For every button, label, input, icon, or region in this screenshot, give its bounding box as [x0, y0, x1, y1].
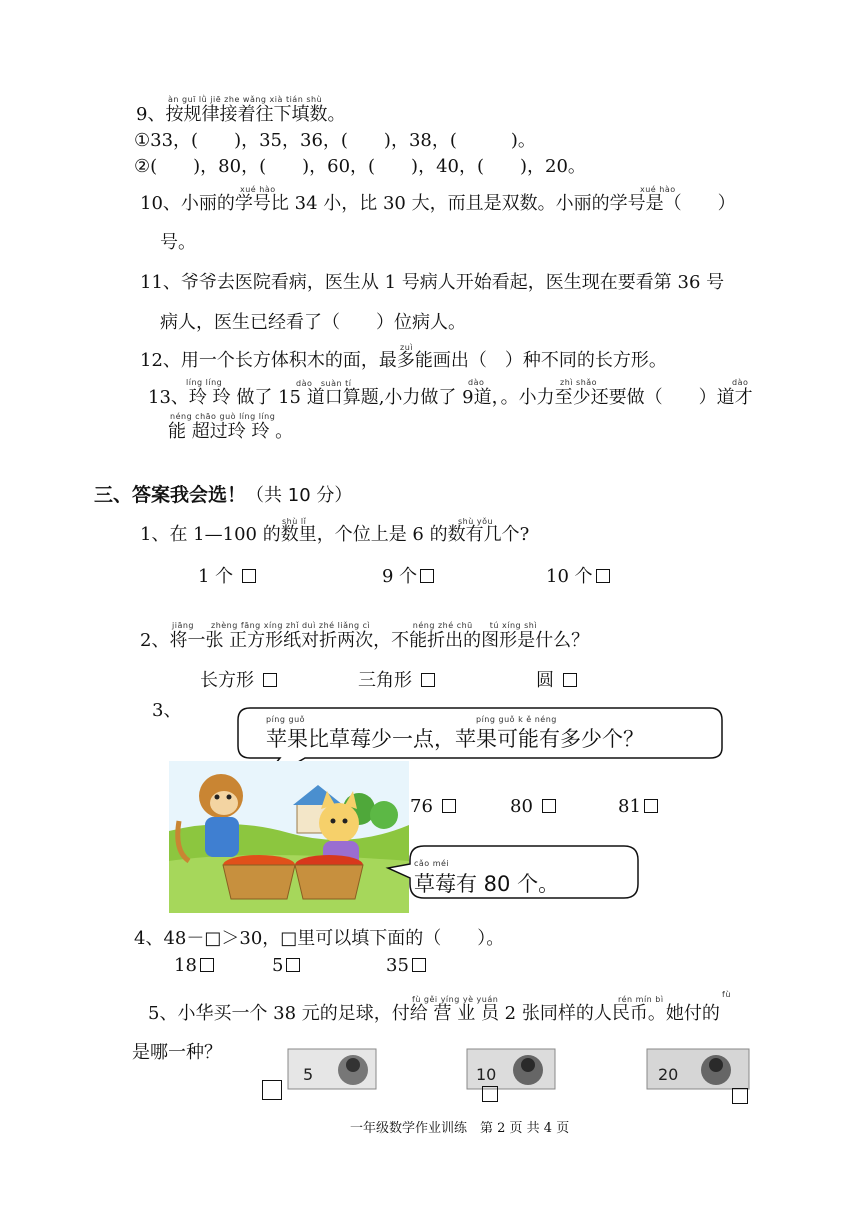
- s2-option-3-label: 圆: [536, 670, 554, 691]
- banknote-10-yuan: [466, 1048, 556, 1090]
- s5-pinyin-2: rén mín bì: [618, 995, 664, 1004]
- checkbox[interactable]: [421, 673, 435, 687]
- q11-line-2: 病人，医生已经看了（ ）位病人。: [160, 312, 466, 333]
- q10-line-1: 10、小丽的学号比 34 小，比 30 大，而且是双数。小丽的学号是（ ）: [140, 193, 736, 214]
- answer-box-5[interactable]: [262, 1080, 282, 1100]
- answer-box-20[interactable]: [732, 1088, 748, 1104]
- s4-option-2-label: 5: [272, 955, 284, 976]
- q10-pinyin-2: xué hào: [640, 185, 676, 194]
- s1-option-2[interactable]: [382, 566, 434, 588]
- banknote-20-yuan: [646, 1048, 750, 1090]
- s3-option-3[interactable]: [618, 796, 658, 818]
- q11-line-1: 11、爷爷去医院看病，医生从 1 号病人开始看起，医生现在要看第 36 号: [140, 272, 725, 293]
- s4-option-1-label: 18: [174, 955, 197, 976]
- section-3-title-text: 三、答案我会选！: [94, 484, 247, 506]
- s3-option-1[interactable]: [410, 796, 456, 818]
- s1-option-1-label: 1 个: [198, 566, 234, 587]
- checkbox[interactable]: [542, 799, 556, 813]
- banknote-10-value: 10: [476, 1065, 497, 1084]
- s1-option-2-label: 9 个: [382, 566, 418, 587]
- s5-line-2: 是哪一种？: [132, 1042, 222, 1063]
- q9-row1: ①33，( )，35，36，( )，38，( )。: [134, 130, 536, 151]
- banknote-5-value: 5: [303, 1065, 314, 1084]
- q9-pinyin: àn guī lǜ jiē zhe wǎng xià tián shù: [168, 95, 323, 104]
- checkbox[interactable]: [286, 958, 300, 972]
- answer-box-10[interactable]: [482, 1086, 498, 1102]
- bubble-2-pinyin: cǎo méi: [414, 859, 450, 868]
- monkey-cat-fruit-illustration: [169, 761, 409, 913]
- q13-pinyin-c: dào: [468, 378, 485, 387]
- s1-pinyin-1: shù lǐ: [282, 517, 307, 526]
- s2-question: 2、将一张 正方形纸对折两次，不能折出的图形是什么？: [140, 630, 590, 651]
- s2-option-1[interactable]: [200, 670, 277, 692]
- checkbox[interactable]: [596, 569, 610, 583]
- checkbox[interactable]: [563, 673, 577, 687]
- s4-option-3[interactable]: [386, 955, 426, 977]
- section-3-score: （共 10 分）: [246, 485, 353, 506]
- checkbox[interactable]: [420, 569, 434, 583]
- s5-pinyin-1: fù gěi yíng yè yuán: [412, 995, 499, 1004]
- q13-pinyin-b: dào suàn tí: [296, 379, 352, 388]
- q13-pinyin-a: líng líng: [186, 378, 223, 387]
- banknote-5-yuan: [287, 1048, 377, 1090]
- q13-pinyin-d: zhì shǎo: [560, 378, 598, 387]
- bubble-1-text: 苹果比草莓少一点，苹果可能有多少个？: [266, 727, 644, 751]
- bubble-1-pinyin-1: píng guǒ: [266, 715, 306, 724]
- s2-pinyin: jiāng zhèng fāng xíng zhǐ duì zhé liǎng cì néng zhé chū tú xíng shì: [172, 621, 538, 630]
- s5-pinyin-3: fù: [722, 990, 731, 999]
- q10-pinyin-1: xué hào: [240, 185, 276, 194]
- checkbox[interactable]: [442, 799, 456, 813]
- checkbox[interactable]: [412, 958, 426, 972]
- s3-option-1-label: 76: [410, 796, 433, 817]
- q13-line-1: 13、玲 玲 做了 15 道口算题,小力做了 9道，。小力至少还要做（ ）道才: [148, 387, 753, 408]
- s1-question: 1、在 1—100 的数里，个位上是 6 的数有几个?: [140, 524, 530, 545]
- s1-option-3[interactable]: [546, 566, 610, 588]
- q12-line: 12、用一个长方体积木的面，最多能画出（ ）种不同的长方形。: [140, 350, 667, 371]
- s5-line-1: 5、小华买一个 38 元的足球，付给 营 业 员 2 张同样的人民币。她付的: [148, 1003, 720, 1024]
- banknote-20-value: 20: [658, 1065, 679, 1084]
- q13-pinyin-f: néng chāo guò líng líng: [170, 412, 276, 421]
- checkbox[interactable]: [263, 673, 277, 687]
- s1-option-1[interactable]: [198, 566, 256, 588]
- checkbox[interactable]: [242, 569, 256, 583]
- s4-option-1[interactable]: [174, 955, 214, 977]
- s4-question: 4、48－□＞30，□里可以填下面的（ ）。: [134, 928, 505, 949]
- s2-option-2[interactable]: [358, 670, 435, 692]
- s3-option-2[interactable]: [510, 796, 556, 818]
- s1-option-3-label: 10 个: [546, 566, 593, 587]
- checkbox[interactable]: [200, 958, 214, 972]
- s4-option-2[interactable]: [272, 955, 300, 977]
- s3-option-2-label: 80: [510, 796, 533, 817]
- checkbox[interactable]: [644, 799, 658, 813]
- section-3-title: [94, 480, 352, 507]
- s4-option-3-label: 35: [386, 955, 409, 976]
- q10-line-2: 号。: [160, 232, 196, 253]
- q12-pinyin: zuì: [400, 343, 413, 352]
- q13-pinyin-e: dào: [732, 378, 749, 387]
- q9-stem: 9、按规律接着往下填数。: [136, 104, 346, 125]
- q13-line-2: 能 超过玲 玲 。: [168, 421, 294, 442]
- s2-option-3[interactable]: [536, 670, 577, 692]
- page-footer: 一年级数学作业训练 第 2 页 共 4 页: [350, 1121, 570, 1136]
- s3-option-3-label: 81: [618, 796, 641, 817]
- q9-row2: ②( )，80，( )，60，( )，40，( )，20。: [134, 156, 586, 177]
- s3-number: 3、: [152, 700, 182, 721]
- bubble-2-text: 草莓有 80 个。: [414, 872, 560, 896]
- s2-option-1-label: 长方形: [200, 670, 254, 691]
- bubble-1-pinyin-2: píng guǒ k ě néng: [476, 715, 557, 724]
- s2-option-2-label: 三角形: [358, 670, 412, 691]
- s1-pinyin-2: shù yǒu: [458, 517, 494, 526]
